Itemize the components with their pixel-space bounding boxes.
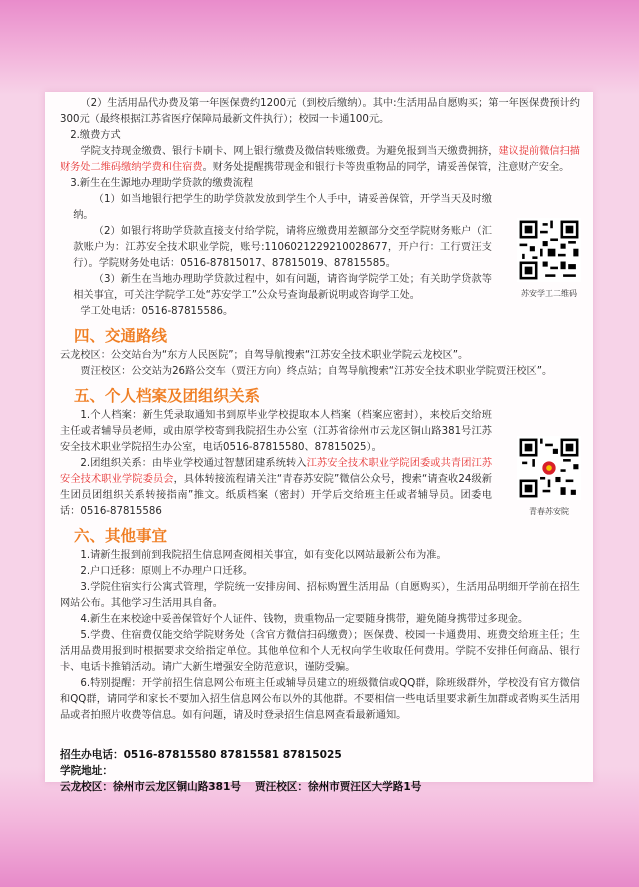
qr-youth-league-caption: 青春苏安院: [529, 507, 569, 516]
traffic-yunlong: 云龙校区：公交站台为“东方人民医院”；自驾导航搜索“江苏安全技术职业学院云龙校区”。: [60, 350, 469, 361]
qr-student-affairs: [508, 218, 590, 300]
archive-item-2-a: 2.团组织关系：由毕业学校通过智慧团建系统转入: [80, 458, 307, 469]
other-item-5: 5.学费、住宿费仅能交给学院财务处（含官方微信扫码缴费）；医保费、校园一卡通费用、班费交给班主任；生活用品费用报到时根据要求交给指定单位。其他单位和个人无权向学生收取任何费用。学院不安排任何商品、银行卡、电话卡推销活动。请广大新生增强安全防范意识，谨防受骗。: [60, 630, 580, 673]
yunlong-address: 徐州市云龙区铜山路381号: [112, 781, 242, 793]
qr-youth-league: [508, 436, 590, 518]
contact-footer: [60, 747, 580, 795]
qr-code-icon: [517, 436, 581, 500]
jiawang-label: 贾汪校区：: [255, 781, 308, 793]
other-item-1: 1.请新生报到前到我院招生信息网查阅相关事宜，如有变化以网站最新公布为准。: [80, 550, 447, 561]
archive-item-1: 1.个人档案：新生凭录取通知书到原毕业学校提取本人档案（档案应密封），来校后交给班主任或者辅导员老师，或由原学校寄到我院招生办公室（江苏省徐州市云龙区铜山路381号江苏安全技术职业学院招生办公室，电话0516-87815580、87815025）。: [60, 410, 492, 453]
address-line: [60, 779, 580, 795]
loan-item-3: （3）新生在当地办理助学贷款过程中，如有问题，请咨询学院学工处；有关助学贷款等相关事宜，可关注学院学工处“苏安学工”公众号查询最新说明或咨询学工处。: [73, 274, 492, 301]
qr-student-affairs-caption: 苏安学工二维码: [521, 289, 577, 298]
loan-item-2: （2）如银行将助学贷款直接支付给学院，请将应缴费用差额部分交至学院财务账户（汇款账户为：江苏安全技术职业学院，账号:1106021229210028677，开户行：工行贾汪支行）。学院财务处电话：0516-87815017、87815019、87815585。: [73, 226, 492, 269]
payment-heading: 2.缴费方式: [70, 130, 121, 141]
archive-block: [60, 408, 492, 520]
section-archive-title: 五、个人档案及团组织关系: [74, 387, 261, 405]
loan-block: [60, 192, 492, 304]
admission-phone-numbers: 0516-87815580 87815581 87815025: [123, 749, 342, 761]
loan-heading: 3.新生在生源地办理助学贷款的缴费流程: [70, 178, 254, 189]
payment-text-highlight: 建议提前微信扫描财务处二维码缴纳学费和住宿费: [60, 146, 580, 173]
loan-item-1: （1）如当地银行把学生的助学贷款发放到学生个人手中，请妥善保管，开学当天及时缴纳。: [73, 194, 492, 221]
jiawang-address: 徐州市贾汪区大学路1号: [308, 781, 422, 793]
archive-item-2-b: ，具体转接流程请关注“青春苏安院”微信公众号，搜索“请查收24级新生团员团组织关系转接指南”推文。纸质档案（密封）开学后交给班主任或者辅导员。团委电话：0516-87815586: [60, 474, 493, 517]
address-label: 学院地址：: [60, 765, 113, 777]
other-item-6: 6.特别提醒：开学前招生信息网公布班主任或辅导员建立的班级微信或QQ群，除班级群外，学校没有官方微信和QQ群，请同学和家长不要加入招生信息网公布以外的其他群。不要相信一些电话里要求新生加群或者购买生活用品或者拍照片收费等信息。如有问题，请及时登录招生信息网查看最新通知。: [60, 678, 580, 721]
main-content: [60, 96, 580, 724]
admission-phone-line: [60, 747, 580, 763]
traffic-jiawang: 贾汪校区：公交站为26路公交车（贾汪方向）终点站；自驾导航搜索“江苏安全技术职业学院贾汪校区”。: [80, 366, 553, 377]
other-item-3: 3.学院住宿实行公寓式管理，学院统一安排房间、招标购置生活用品（自愿购买），生活用品明细开学前在招生网站公布。其他学习生活用具自备。: [60, 582, 580, 609]
admission-phone-label: 招生办电话：: [60, 749, 124, 761]
section-traffic-title: 四、交通路线: [74, 327, 168, 345]
archive-item-2-highlight: 江苏安全技术职业学院团委或共青团江苏安全技术职业学院委员会: [60, 458, 493, 485]
payment-text-b: 。财务处提醒携带现金和银行卡等贵重物品的同学，请妥善保管，注意财产安全。: [202, 162, 570, 173]
pink-header-band: [0, 0, 639, 95]
other-item-2: 2.户口迁移：原则上不办理户口迁移。: [80, 566, 254, 577]
yunlong-label: 云龙校区：: [60, 781, 113, 793]
other-item-4: 4.新生在来校途中妥善保管好个人证件、钱物，贵重物品一定要随身携带，避免随身携带过多现金。: [80, 614, 529, 625]
payment-text-a: 学院支持现金缴费、银行卡刷卡、网上银行缴费及微信转账缴费。为避免报到当天缴费拥挤，: [80, 146, 499, 157]
qr-code-icon: [517, 218, 581, 282]
payment-paragraph: [60, 144, 580, 176]
fee-paragraph: （2）生活用品代办费及第一年医保费约1200元（到校后缴纳）。其中:生活用品自愿购买；第一年医保费预计约300元（最终根据江苏省医疗保障局最新文件执行）；校园一卡通100元。: [60, 98, 580, 125]
student-affairs-phone: 学工处电话：0516-87815586。: [80, 306, 234, 317]
archive-item-2: [60, 456, 492, 520]
section-other-title: 六、其他事宜: [74, 527, 168, 545]
